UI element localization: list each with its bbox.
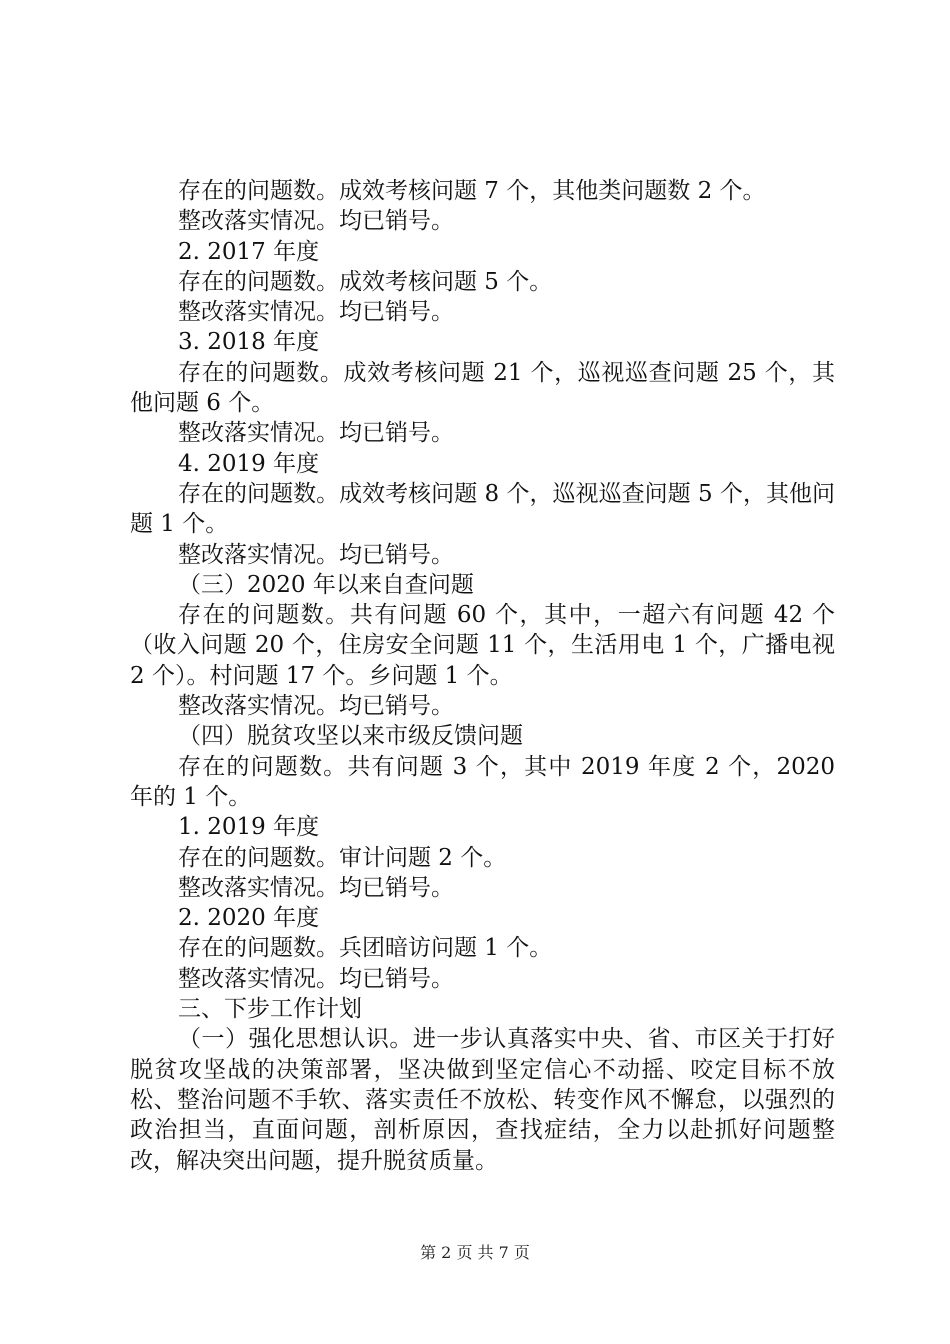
paragraph: 整改落实情况。均已销号。 [178, 693, 454, 720]
subsection-heading: 3. 2018 年度 [178, 329, 320, 356]
subsection-heading: 2. 2017 年度 [178, 238, 320, 265]
chapter-heading: 三、下步工作计划 [178, 996, 362, 1023]
paragraph: 整改落实情况。均已销号。 [178, 208, 454, 235]
paragraph: 存在的问题数。共有问题 3 个，其中 2019 年度 2 个，2020 年的 1 个。 [130, 753, 835, 810]
paragraph: 存在的问题数。审计问题 2 个。 [178, 844, 507, 871]
subsection-heading: 4. 2019 年度 [178, 450, 320, 477]
paragraph: 存在的问题数。共有问题 60 个，其中，一超六有问题 42 个（收入问题 20 个，住房安全问题 11 个，生活用电 1 个，广播电视 2 个）。村问题 17 个。乡问题 1 个。 [130, 602, 835, 689]
section-heading: （四）脱贫攻坚以来市级反馈问题 [178, 723, 523, 750]
paragraph: 存在的问题数。成效考核问题 5 个。 [178, 268, 553, 295]
section-heading: （三）2020 年以来自查问题 [178, 571, 474, 598]
paragraph: （一）强化思想认识。进一步认真落实中央、省、市区关于打好脱贫攻坚战的决策部署，坚决做到坚定信心不动摇、咬定目标不放松、整治问题不手软、落实责任不放松、转变作风不懈怠，以强烈的政治担当，直面问题，剖析原因，查找症结，全力以赴抓好问题整改，解决突出问题，提升脱贫质量。 [130, 1026, 835, 1174]
paragraph: 整改落实情况。均已销号。 [178, 541, 454, 568]
subsection-heading: 2. 2020 年度 [178, 905, 320, 932]
paragraph: 整改落实情况。均已销号。 [178, 299, 454, 326]
paragraph: 存在的问题数。成效考核问题 21 个，巡视巡查问题 25 个，其他问题 6 个。 [130, 359, 835, 417]
paragraph: 存在的问题数。兵团暗访问题 1 个。 [178, 935, 553, 962]
page-number-footer: 第 2 页 共 7 页 [420, 1243, 530, 1262]
paragraph: 整改落实情况。均已销号。 [178, 965, 454, 992]
paragraph: 存在的问题数。成效考核问题 8 个，巡视巡查问题 5 个，其他问题 1 个。 [130, 480, 835, 538]
paragraph: 整改落实情况。均已销号。 [178, 420, 454, 447]
document-body [130, 176, 835, 1176]
paragraph: 存在的问题数。成效考核问题 7 个，其他类问题数 2 个。 [178, 178, 766, 204]
paragraph: 整改落实情况。均已销号。 [178, 874, 454, 901]
subsection-heading: 1. 2019 年度 [178, 814, 320, 841]
